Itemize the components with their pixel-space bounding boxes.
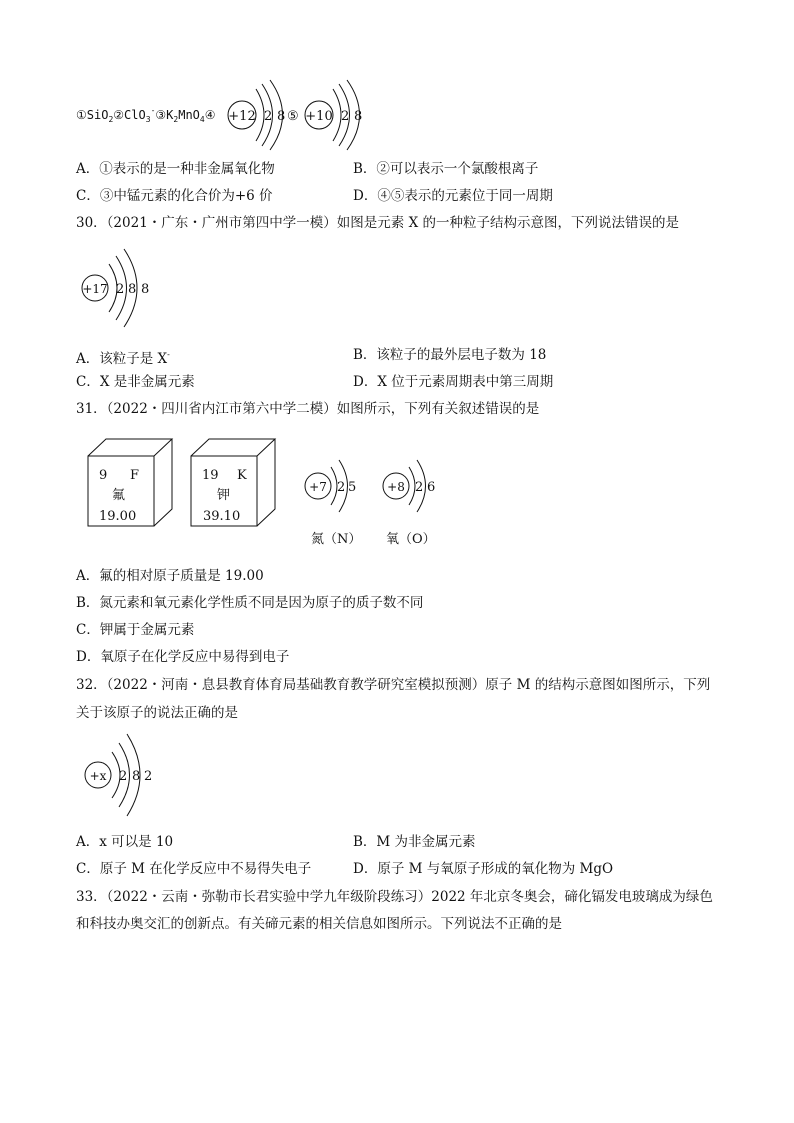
shell-electrons: 5 — [348, 480, 357, 495]
q29-option-c[interactable]: C．③中锰元素的化合价为+6 价 — [76, 188, 273, 204]
q32-atom-diagram — [82, 728, 162, 823]
q30-stem: 30．（2021・广东・广州市第四中学一模）如图是元素 X 的一种粒子结构示意图，下列说法错误的是 — [76, 215, 679, 231]
element-card-fluorine — [88, 439, 172, 526]
q32-option-c[interactable]: C．原子 M 在化学反应中不易得失电子 — [76, 861, 312, 877]
q32-stem-line2: 关于该原子的说法正确的是 — [76, 705, 238, 721]
q29-option-b[interactable]: B．②可以表示一个氯酸根离子 — [353, 161, 539, 177]
q31-figure — [85, 436, 455, 551]
q32-option-a[interactable]: A．x 可以是 10 — [76, 834, 174, 850]
shell-electrons: 8 — [132, 769, 141, 784]
q29-option-d[interactable]: D．④⑤表示的元素位于同一周期 — [353, 188, 553, 204]
element-name: 氟 — [112, 488, 126, 503]
q31-option-c[interactable]: C．钾属于金属元素 — [76, 622, 195, 638]
q30-atom-diagram — [78, 240, 158, 335]
shell-electrons: 8 — [354, 109, 363, 124]
atomic-number: 9 — [99, 468, 108, 483]
element-label: 氧（O） — [386, 532, 436, 547]
q32-option-b[interactable]: B．M 为非金属元素 — [353, 834, 476, 850]
q30-option-d[interactable]: D．X 位于元素周期表中第三周期 — [353, 374, 554, 390]
element-label: 氮（N） — [311, 532, 362, 547]
shell-electrons: 2 — [264, 109, 273, 124]
q29-option-a[interactable]: A．①表示的是一种非金属氧化物 — [76, 161, 275, 177]
nucleus-charge: +10 — [305, 109, 333, 124]
shell-electrons: 8 — [277, 109, 286, 124]
q33-stem-line2: 和科技办奥交汇的创新点。有关碲元素的相关信息如图所示。下列说法不正确的是 — [76, 916, 562, 932]
atomic-mass: 19.00 — [99, 509, 137, 524]
atomic-number: 19 — [202, 468, 219, 483]
element-symbol: F — [130, 468, 140, 483]
nucleus-charge: +17 — [82, 282, 108, 296]
atomic-mass: 39.10 — [203, 509, 241, 524]
nucleus-charge: +7 — [309, 480, 327, 494]
shell-electrons: 8 — [128, 282, 137, 297]
element-symbol: K — [237, 468, 247, 483]
q31-option-d[interactable]: D．氧原子在化学反应中易得到电子 — [76, 649, 290, 665]
electron-shell-arc — [333, 89, 341, 141]
q31-option-a[interactable]: A．氟的相对原子质量是 19.00 — [76, 568, 264, 584]
q31-option-b[interactable]: B．氮元素和氧元素化学性质不同是因为原子的质子数不同 — [76, 595, 424, 611]
q33-stem-line1: 33．（2022・云南・弥勒市长君实验中学九年级阶段练习）2022 年北京冬奥会，碲化镉发电玻璃成为绿色 — [76, 889, 713, 905]
q30-option-b[interactable]: B．该粒子的最外层电子数为 18 — [353, 347, 547, 363]
shell-electrons: 2 — [415, 480, 424, 495]
q32-stem-line1: 32．（2022・河南・息县教育体育局基础教育教学研究室模拟预测）原子 M 的结构示意图如图所示，下列 — [76, 677, 711, 693]
q32-option-d[interactable]: D．原子 M 与氧原子形成的氧化物为 MgO — [353, 861, 614, 877]
element-name: 钾 — [217, 488, 231, 503]
shell-electrons: 2 — [144, 769, 153, 784]
atom-diagram-oxygen — [383, 460, 436, 547]
shell-electrons: 2 — [341, 109, 350, 124]
marker-5: ⑤ — [287, 109, 299, 124]
atom-diagram-nitrogen — [305, 460, 361, 547]
shell-electrons: 8 — [141, 282, 150, 297]
q30-option-a[interactable]: A．该粒子是 X- — [76, 350, 170, 367]
shell-electrons: 6 — [427, 480, 436, 495]
shell-electrons: 2 — [116, 282, 125, 297]
element-card-potassium — [191, 439, 275, 526]
q29-formula-line: $①SiO_2②ClO_3^-③K_2MnO_4④$ — [76, 106, 216, 124]
nucleus-charge: +8 — [387, 480, 405, 494]
q30-option-c[interactable]: C．X 是非金属元素 — [76, 374, 195, 390]
electron-shell-arc — [256, 89, 264, 141]
q29-atom-diagrams — [222, 72, 372, 154]
nucleus-charge: +x — [89, 769, 107, 783]
shell-electrons: 2 — [119, 769, 128, 784]
q31-stem: 31．（2022・四川省内江市第六中学二模）如图所示，下列有关叙述错误的是 — [76, 401, 540, 417]
shell-electrons: 2 — [337, 480, 346, 495]
atom-diagram-ne — [305, 80, 362, 150]
nucleus-charge: +12 — [228, 109, 256, 124]
atom-diagram-mg — [228, 80, 285, 150]
